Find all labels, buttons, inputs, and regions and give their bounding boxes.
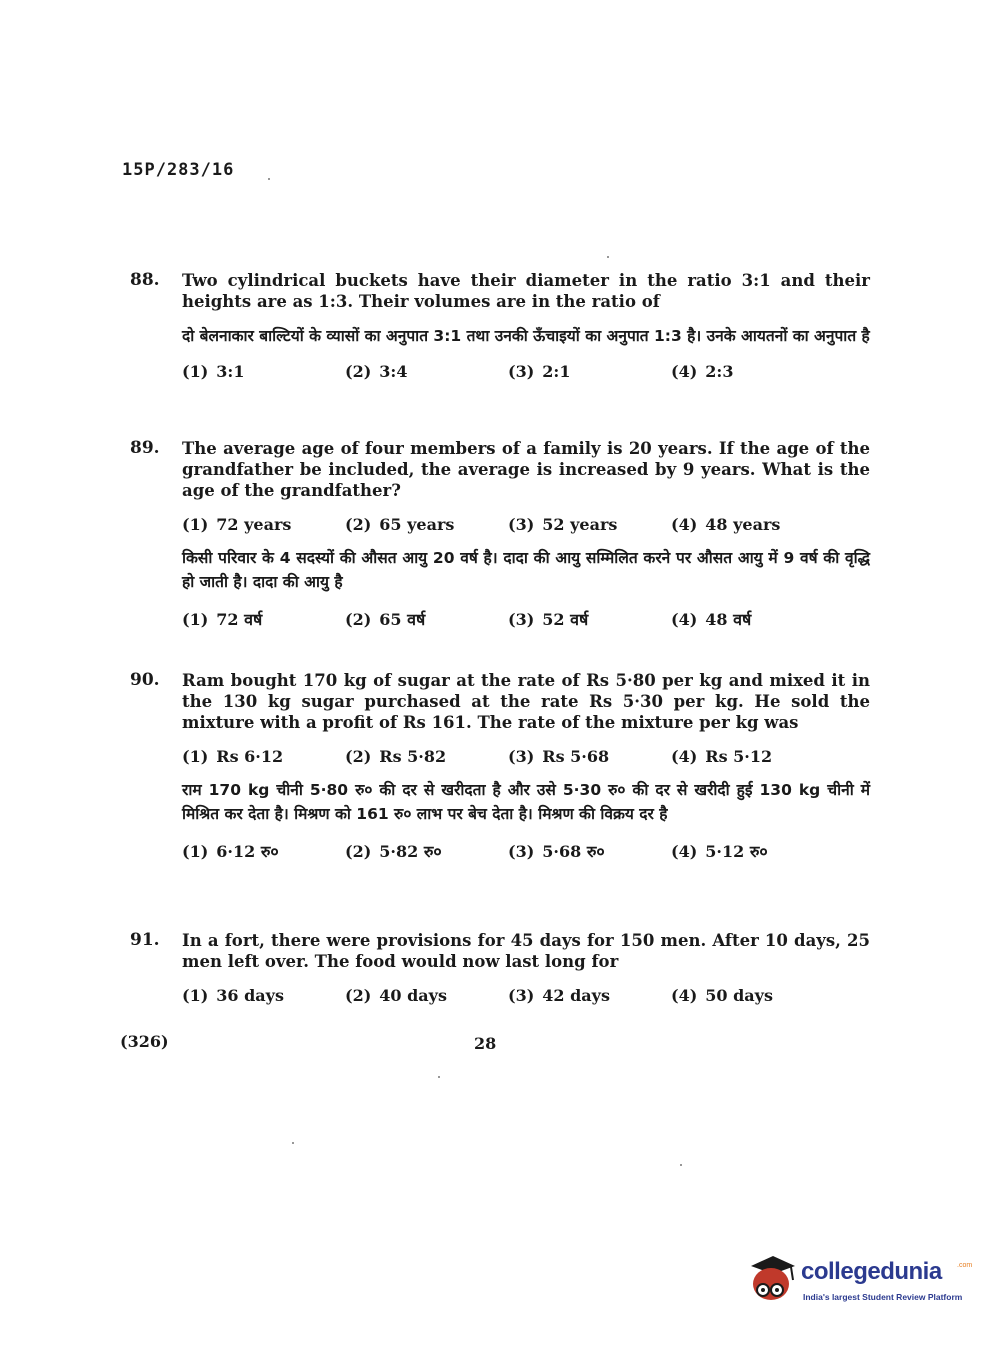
- option-4: (4) 2:3: [671, 362, 734, 381]
- option-3: (3) 42 days: [508, 986, 610, 1005]
- mascot-icon: [743, 1250, 799, 1312]
- option-2-hindi: (2) 65 वर्ष: [345, 610, 426, 629]
- option-2-hindi: (2) 5·82 रु०: [345, 842, 442, 861]
- question-89: [130, 438, 870, 630]
- option-4-hindi: (4) 5·12 रु०: [671, 842, 768, 861]
- question-text-english: The average age of four members of a family is 20 years. If the age of the grandfather be included, the average is increased by 9 years. What is the age of the grandfather?: [182, 439, 870, 500]
- footer-code: (326): [120, 1032, 169, 1051]
- question-number: 88.: [130, 270, 160, 290]
- logo-tagline: India's largest Student Review Platform: [803, 1292, 963, 1302]
- logo-suffix: .com: [957, 1262, 973, 1269]
- options-row: [182, 515, 870, 534]
- option-2: (2) 3:4: [345, 362, 408, 381]
- option-1-hindi: (1) 6·12 रु०: [182, 842, 279, 861]
- options-row: [182, 747, 870, 766]
- option-1: (1) 36 days: [182, 986, 284, 1005]
- question-text-english: In a fort, there were provisions for 45 days for 150 men. After 10 days, 25 men left over. The food would now last long for: [182, 931, 870, 971]
- option-4: (4) Rs 5·12: [671, 747, 773, 766]
- option-4-hindi: (4) 48 वर्ष: [671, 610, 752, 629]
- question-number: 89.: [130, 438, 160, 458]
- option-2: (2) 65 years: [345, 515, 455, 534]
- question-91: [130, 930, 870, 1005]
- scan-speck: [268, 178, 270, 180]
- question-90: [130, 670, 870, 862]
- question-number: 91.: [130, 930, 160, 950]
- options-row-hindi: [182, 840, 870, 862]
- logo-wordmark: collegedunia: [801, 1258, 942, 1285]
- option-1: (1) 3:1: [182, 362, 245, 381]
- option-1: (1) Rs 6·12: [182, 747, 284, 766]
- option-3: (3) Rs 5·68: [508, 747, 610, 766]
- options-row: [182, 986, 870, 1005]
- options-row: [182, 362, 870, 381]
- question-text-english: Ram bought 170 kg of sugar at the rate of Rs 5·80 per kg and mixed it in the 130 kg sugar purchased at the rate Rs 5·30 per kg. He sold the mixture with a profit of Rs 161. The rate of the mixture per kg was: [182, 671, 870, 732]
- option-2: (2) Rs 5·82: [345, 747, 447, 766]
- option-3: (3) 2:1: [508, 362, 571, 381]
- scan-speck: [292, 1142, 294, 1144]
- option-3-hindi: (3) 52 वर्ष: [508, 610, 589, 629]
- page-number: 28: [474, 1034, 497, 1053]
- option-1: (1) 72 years: [182, 515, 292, 534]
- option-4: (4) 50 days: [671, 986, 773, 1005]
- option-3-hindi: (3) 5·68 रु०: [508, 842, 605, 861]
- option-3: (3) 52 years: [508, 515, 618, 534]
- question-text-hindi: दो बेलनाकार बाल्टियों के व्यासों का अनुपात 3:1 तथा उनकी ऊँचाइयों का अनुपात 1:3 है। उनके आयतनों का अनुपात है: [182, 327, 870, 345]
- question-text-hindi: राम 170 kg चीनी 5·80 रु० की दर से खरीदता है और उसे 5·30 रु० की दर से खरीदी हुई 130 kg चीनी में मिश्रित कर देता है। मिश्रण को 161 रु० लाभ पर बेच देता है। मिश्रण की विक्रय दर है: [182, 781, 870, 823]
- scan-speck: [438, 1076, 440, 1078]
- paper-code: 15P/283/16: [122, 160, 235, 180]
- question-text-hindi: किसी परिवार के 4 सदस्यों की औसत आयु 20 वर्ष है। दादा की आयु सम्मिलित करने पर औसत आयु में 9 वर्ष की वृद्धि हो जाती है। दादा की आयु है: [182, 549, 870, 591]
- question-text-english: Two cylindrical buckets have their diameter in the ratio 3:1 and their heights are as 1:3. Their volumes are in the ratio of: [182, 271, 870, 311]
- option-1-hindi: (1) 72 वर्ष: [182, 610, 263, 629]
- option-4: (4) 48 years: [671, 515, 781, 534]
- question-88: [130, 270, 870, 381]
- scan-speck: [607, 256, 609, 258]
- option-2: (2) 40 days: [345, 986, 447, 1005]
- scan-speck: [680, 1164, 682, 1166]
- collegedunia-logo[interactable]: [743, 1250, 973, 1312]
- options-row-hindi: [182, 608, 870, 630]
- question-number: 90.: [130, 670, 160, 690]
